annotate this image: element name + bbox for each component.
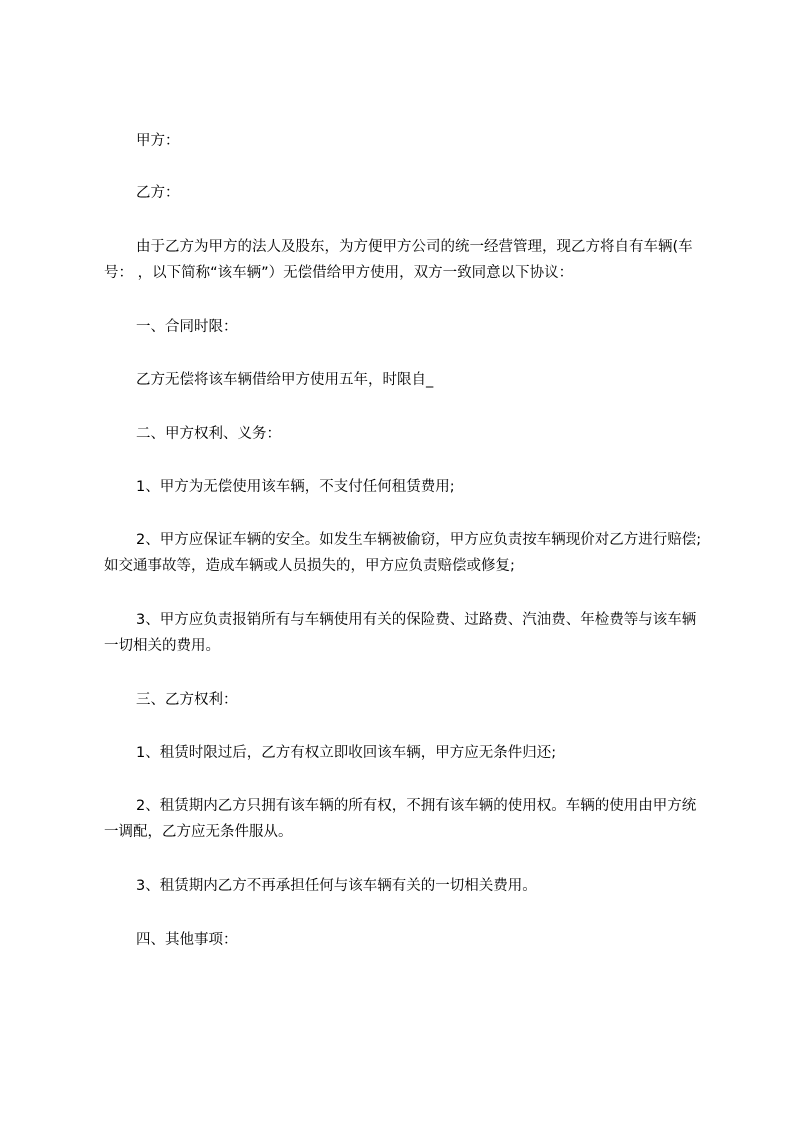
party-b-label: 乙方： xyxy=(136,185,180,201)
section-2-item-3: 3、甲方应负责报销所有与车辆使用有关的保险费、过路费、汽油费、年检费等与该车辆一切相关的费用。 xyxy=(104,612,697,654)
section-2-item-2: 2、甲方应保证车辆的安全。如发生车辆被偷窃，甲方应负责按车辆现价对乙方进行赔偿;如交通事故等，造成车辆或人员损失的，甲方应负责赔偿或修复; xyxy=(104,532,702,574)
section-3-item-1: 1、租赁时限过后，乙方有权立即收回该车辆，甲方应无条件归还; xyxy=(136,745,557,761)
intro-paragraph: 由于乙方为甲方的法人及股东，为方便甲方公司的统一经营管理，现乙方将自有车辆(车号： ，以下简称“该车辆”）无偿借给甲方使用，双方一致同意以下协议： xyxy=(104,239,693,281)
section-4-title: 四、其他事项： xyxy=(136,932,238,948)
section-3-item-3: 3、租赁期内乙方不再承担任何与该车辆有关的一切相关费用。 xyxy=(136,878,537,894)
section-3-title: 三、乙方权利： xyxy=(136,692,238,708)
section-3-item-2: 2、租赁期内乙方只拥有该车辆的所有权，不拥有该车辆的使用权。车辆的使用由甲方统一调配，乙方应无条件服从。 xyxy=(104,798,697,840)
party-a-label: 甲方： xyxy=(136,133,180,149)
section-2-title: 二、甲方权利、义务： xyxy=(136,426,281,442)
section-1-title: 一、合同时限： xyxy=(136,319,238,335)
section-2-item-1: 1、甲方为无偿使用该车辆，不支付任何租赁费用; xyxy=(136,479,455,495)
section-1-text: 乙方无偿将该车辆借给甲方使用五年，时限自_ xyxy=(136,372,434,388)
